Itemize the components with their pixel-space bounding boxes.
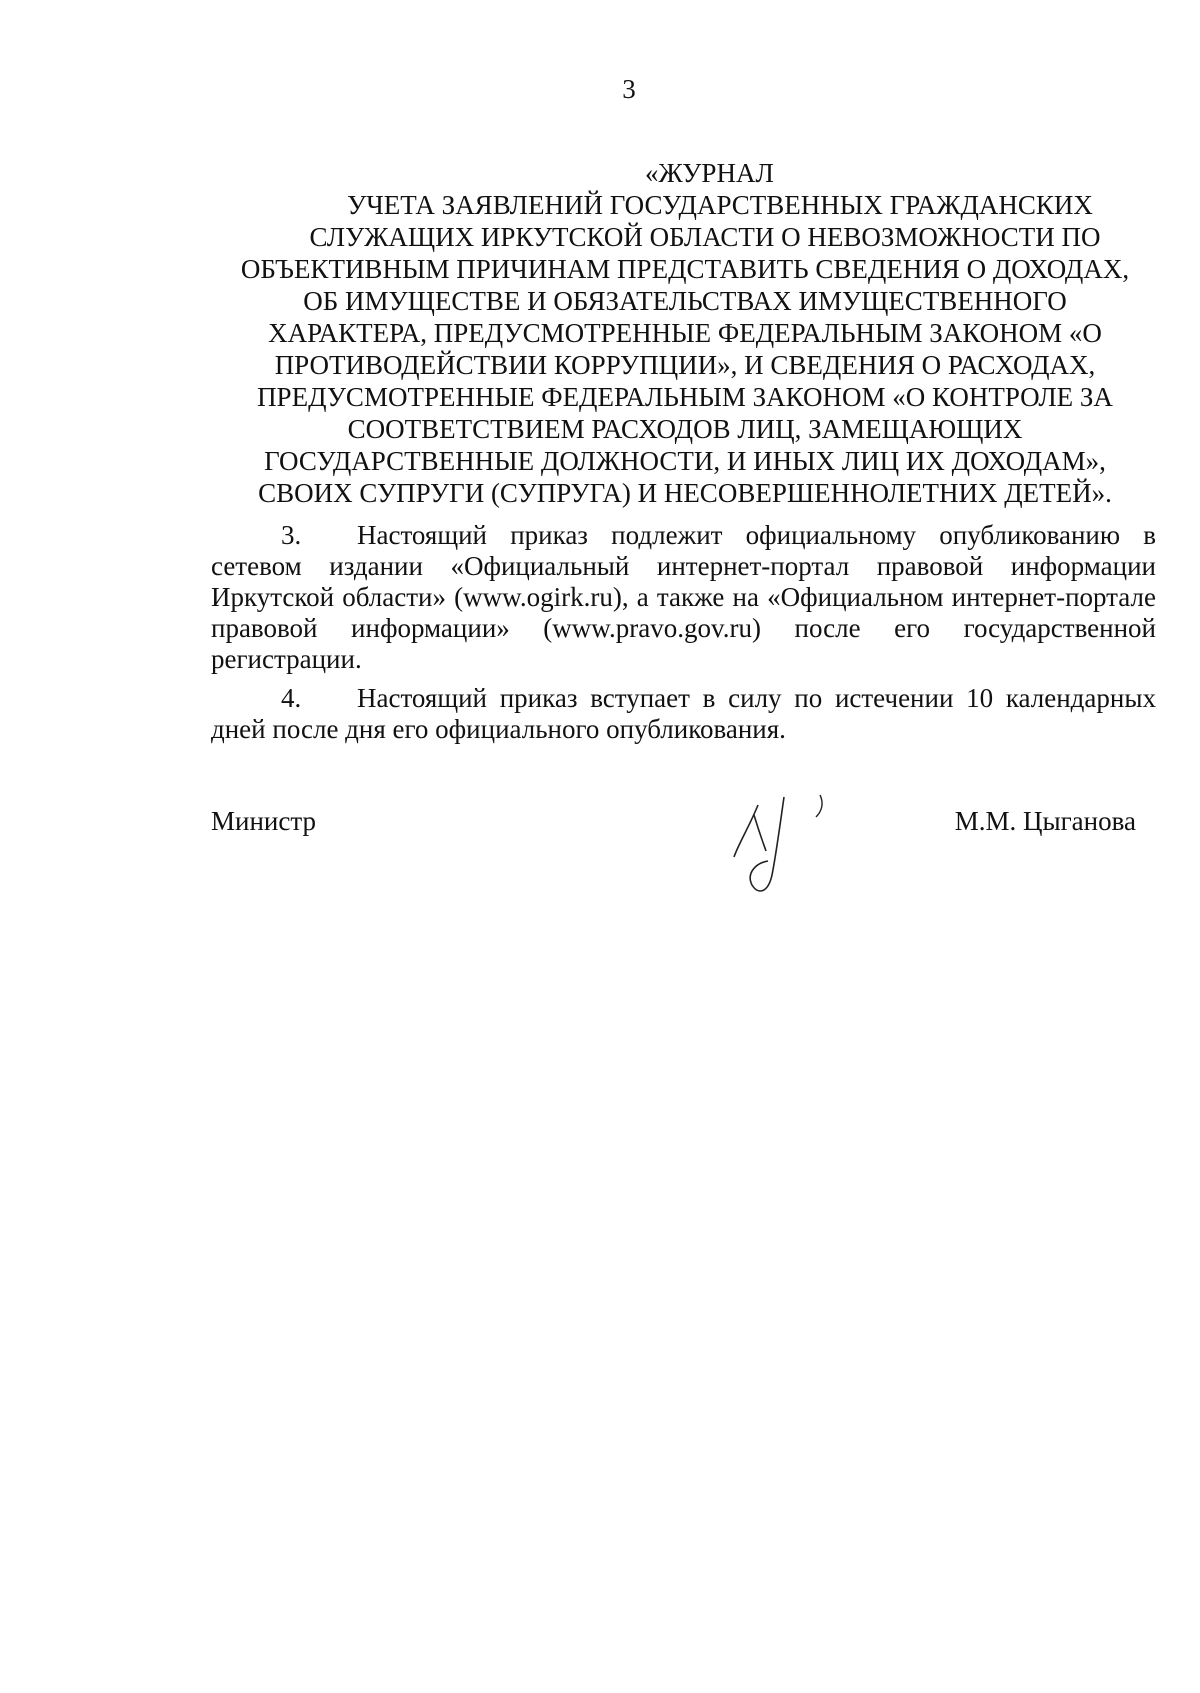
- journal-heading: [205, 157, 1165, 509]
- heading-line: СВОИХ СУПРУГИ (СУПРУГА) И НЕСОВЕРШЕННОЛЕТНИХ ДЕТЕЙ».: [258, 478, 1112, 508]
- handwritten-signature: [720, 785, 860, 905]
- paragraph-4: [211, 683, 1156, 745]
- paragraph-number: 4.: [281, 683, 302, 713]
- heading-line: ОБ ИМУЩЕСТВЕ И ОБЯЗАТЕЛЬСТВАХ ИМУЩЕСТВЕННОГО: [303, 286, 1067, 316]
- heading-line: ХАРАКТЕРА, ПРЕДУСМОТРЕННЫЕ ФЕДЕРАЛЬНЫМ ЗАКОНОМ «О: [268, 318, 1102, 348]
- paragraph-3: [211, 520, 1156, 675]
- heading-line: ГОСУДАРСТВЕННЫЕ ДОЛЖНОСТИ, И ИНЫХ ЛИЦ ИХ ДОХОДАМ»,: [264, 446, 1106, 476]
- paragraph-text: Настоящий приказ подлежит официальному опубликованию в сетевом издании «Официальный интернет-портал правовой информации Иркутской области» (www.ogirk.ru), а также на «Официальном интернет-портале правовой информации» (www.pravo.gov.ru) после его государственной регистрации.: [211, 520, 1156, 674]
- heading-line: УЧЕТА ЗАЯВЛЕНИЙ ГОСУДАРСТВЕННЫХ ГРАЖДАНСКИХ: [347, 190, 1093, 220]
- signer-name: М.М. Цыганова: [954, 806, 1136, 836]
- heading-line: СЛУЖАЩИХ ИРКУТСКОЙ ОБЛАСТИ О НЕВОЗМОЖНОСТИ ПО: [309, 222, 1101, 252]
- signature-block: [211, 806, 1136, 846]
- heading-line: СООТВЕТСТВИЕМ РАСХОДОВ ЛИЦ, ЗАМЕЩАЮЩИХ: [347, 414, 1023, 444]
- paragraph-number: 3.: [281, 520, 302, 550]
- heading-line: «ЖУРНАЛ: [645, 158, 774, 188]
- paragraph-text: Настоящий приказ вступает в силу по истечении 10 календарных дней после дня его официального опубликования.: [211, 683, 1156, 744]
- heading-line: ПРОТИВОДЕЙСТВИИ КОРРУПЦИИ», И СВЕДЕНИЯ О РАСХОДАХ,: [274, 350, 1096, 380]
- signer-title: Министр: [211, 806, 316, 836]
- heading-line: ОБЪЕКТИВНЫМ ПРИЧИНАМ ПРЕДСТАВИТЬ СВЕДЕНИЯ О ДОХОДАХ,: [240, 254, 1130, 284]
- page-number: 3: [622, 74, 636, 104]
- heading-line: ПРЕДУСМОТРЕННЫЕ ФЕДЕРАЛЬНЫМ ЗАКОНОМ «О КОНТРОЛЕ ЗА: [257, 382, 1113, 412]
